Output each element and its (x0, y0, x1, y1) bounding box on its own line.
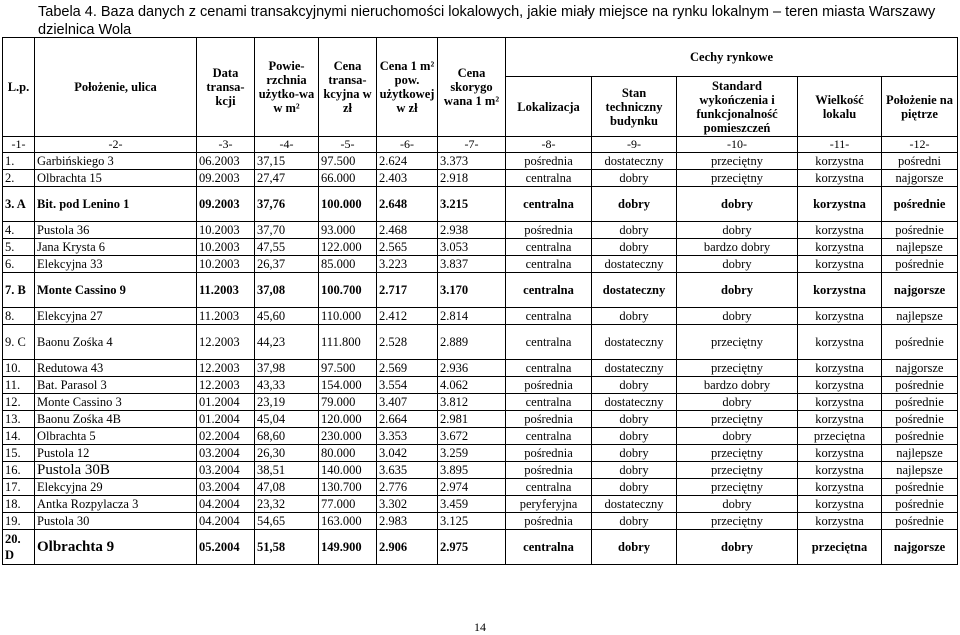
cell-lp: 20. D (3, 530, 35, 565)
cell-lp: 2. (3, 170, 35, 187)
cell-standard: przeciętny (677, 360, 798, 377)
cell-stan: dobry (592, 187, 677, 222)
cell-stan: dobry (592, 222, 677, 239)
cell-wielkosc: przeciętna (798, 428, 882, 445)
cell-lp: 11. (3, 377, 35, 394)
cell-cena: 85.000 (319, 256, 377, 273)
table-row (3, 462, 958, 479)
cell-cena: 97.500 (319, 153, 377, 170)
cell-data: 06.2003 (197, 153, 255, 170)
cell-ulica: Garbińskiego 3 (35, 153, 197, 170)
column-number: -1- (3, 137, 35, 153)
cell-cena-m2: 2.983 (377, 513, 438, 530)
cell-lok: centralna (506, 530, 592, 565)
cell-pow: 37,70 (255, 222, 319, 239)
cell-cena: 122.000 (319, 239, 377, 256)
cell-cena: 130.700 (319, 479, 377, 496)
cell-lp: 17. (3, 479, 35, 496)
cell-data: 03.2004 (197, 479, 255, 496)
cell-cena: 100.700 (319, 273, 377, 308)
cell-standard: dobry (677, 530, 798, 565)
column-number: -2- (35, 137, 197, 153)
table-row (3, 239, 958, 256)
cell-pow: 44,23 (255, 325, 319, 360)
column-number: -5- (319, 137, 377, 153)
cell-cena-m2: 2.664 (377, 411, 438, 428)
cell-skor: 2.938 (438, 222, 506, 239)
cell-stan: dobry (592, 428, 677, 445)
cell-lok: centralna (506, 308, 592, 325)
cell-pow: 37,15 (255, 153, 319, 170)
cell-stan: dobry (592, 308, 677, 325)
cell-cena-m2: 3.302 (377, 496, 438, 513)
cell-lp: 4. (3, 222, 35, 239)
cell-standard: dobry (677, 187, 798, 222)
cell-wielkosc: korzystna (798, 496, 882, 513)
cell-ulica: Bat. Parasol 3 (35, 377, 197, 394)
cell-pietro: pośrednie (882, 187, 958, 222)
cell-pow: 37,76 (255, 187, 319, 222)
cell-stan: dostateczny (592, 153, 677, 170)
cell-pow: 23,19 (255, 394, 319, 411)
cell-wielkosc: korzystna (798, 153, 882, 170)
cell-pow: 43,33 (255, 377, 319, 394)
table-row (3, 496, 958, 513)
header-cena-m2: Cena 1 m² pow. użytkowej w zł (377, 38, 438, 137)
cell-cena: 149.900 (319, 530, 377, 565)
cell-wielkosc: korzystna (798, 411, 882, 428)
column-number: -11- (798, 137, 882, 153)
cell-wielkosc: korzystna (798, 462, 882, 479)
cell-lp: 1. (3, 153, 35, 170)
cell-lp: 9. C (3, 325, 35, 360)
table-row (3, 445, 958, 462)
cell-ulica: Pustola 30B (35, 462, 197, 479)
cell-pow: 26,37 (255, 256, 319, 273)
cell-stan: dostateczny (592, 273, 677, 308)
table-row (3, 394, 958, 411)
cell-cena-m2: 3.554 (377, 377, 438, 394)
cell-lok: centralna (506, 256, 592, 273)
cell-skor: 3.170 (438, 273, 506, 308)
table-row (3, 479, 958, 496)
cell-ulica: Antka Rozpylacza 3 (35, 496, 197, 513)
cell-skor: 3.812 (438, 394, 506, 411)
table-caption: Tabela 4. Baza danych z cenami transakcyjnymi nieruchomości lokalowych, jakie miały miejsce na rynku lokalnym – teren miasta Warszawy dzielnica Wola (38, 4, 936, 38)
cell-lp: 10. (3, 360, 35, 377)
cell-data: 11.2003 (197, 308, 255, 325)
cell-skor: 3.459 (438, 496, 506, 513)
cell-lok: centralna (506, 170, 592, 187)
cell-standard: przeciętny (677, 445, 798, 462)
cell-standard: przeciętny (677, 411, 798, 428)
cell-wielkosc: korzystna (798, 445, 882, 462)
cell-pow: 26,30 (255, 445, 319, 462)
cell-wielkosc: korzystna (798, 256, 882, 273)
cell-pow: 37,98 (255, 360, 319, 377)
cell-ulica: Monte Cassino 9 (35, 273, 197, 308)
cell-cena: 79.000 (319, 394, 377, 411)
column-number: -9- (592, 137, 677, 153)
cell-stan: dobry (592, 445, 677, 462)
cell-data: 01.2004 (197, 394, 255, 411)
table-row (3, 170, 958, 187)
cell-cena: 154.000 (319, 377, 377, 394)
cell-cena-m2: 3.353 (377, 428, 438, 445)
cell-lok: centralna (506, 273, 592, 308)
table-row (3, 187, 958, 222)
cell-skor: 3.259 (438, 445, 506, 462)
cell-skor: 2.814 (438, 308, 506, 325)
table-row (3, 273, 958, 308)
cell-standard: bardzo dobry (677, 377, 798, 394)
cell-lok: pośrednia (506, 462, 592, 479)
cell-lok: centralna (506, 239, 592, 256)
cell-ulica: Pustola 12 (35, 445, 197, 462)
cell-skor: 3.053 (438, 239, 506, 256)
cell-cena-m2: 2.648 (377, 187, 438, 222)
header-lokalizacja: Lokalizacja (506, 77, 592, 137)
cell-lp: 12. (3, 394, 35, 411)
header-cena-skorygowana: Cena skorygo wana 1 m² (438, 38, 506, 137)
cell-skor: 3.672 (438, 428, 506, 445)
cell-cena: 163.000 (319, 513, 377, 530)
cell-cena: 120.000 (319, 411, 377, 428)
cell-pietro: pośrednie (882, 496, 958, 513)
cell-standard: dobry (677, 273, 798, 308)
cell-pow: 37,08 (255, 273, 319, 308)
cell-cena: 80.000 (319, 445, 377, 462)
cell-lp: 19. (3, 513, 35, 530)
cell-data: 12.2003 (197, 360, 255, 377)
cell-wielkosc: korzystna (798, 273, 882, 308)
cell-stan: dobry (592, 170, 677, 187)
cell-cena-m2: 2.412 (377, 308, 438, 325)
cell-cena: 77.000 (319, 496, 377, 513)
cell-pietro: pośrednie (882, 394, 958, 411)
column-number: -8- (506, 137, 592, 153)
cell-pietro: pośrednie (882, 256, 958, 273)
cell-cena-m2: 2.717 (377, 273, 438, 308)
cell-stan: dobry (592, 479, 677, 496)
cell-skor: 2.974 (438, 479, 506, 496)
cell-standard: dobry (677, 308, 798, 325)
cell-data: 10.2003 (197, 256, 255, 273)
cell-cena: 230.000 (319, 428, 377, 445)
cell-pow: 38,51 (255, 462, 319, 479)
cell-ulica: Elekcyjna 27 (35, 308, 197, 325)
cell-pow: 27,47 (255, 170, 319, 187)
column-number: -10- (677, 137, 798, 153)
cell-standard: dobry (677, 496, 798, 513)
table-row (3, 308, 958, 325)
cell-ulica: Baonu Zośka 4 (35, 325, 197, 360)
cell-pow: 51,58 (255, 530, 319, 565)
cell-data: 04.2004 (197, 513, 255, 530)
table-row (3, 530, 958, 565)
header-wielkosc: Wielkość lokalu (798, 77, 882, 137)
cell-cena: 97.500 (319, 360, 377, 377)
table-row (3, 256, 958, 273)
cell-data: 04.2004 (197, 496, 255, 513)
column-number: -7- (438, 137, 506, 153)
cell-lok: pośrednia (506, 222, 592, 239)
cell-data: 12.2003 (197, 325, 255, 360)
cell-cena-m2: 3.223 (377, 256, 438, 273)
header-powierzchnia: Powie-rzchnia użytko-wa w m² (255, 38, 319, 137)
cell-ulica: Pustola 30 (35, 513, 197, 530)
table-row (3, 377, 958, 394)
cell-lp: 16. (3, 462, 35, 479)
cell-standard: dobry (677, 222, 798, 239)
cell-lp: 8. (3, 308, 35, 325)
cell-cena: 140.000 (319, 462, 377, 479)
cell-lok: centralna (506, 360, 592, 377)
cell-data: 02.2004 (197, 428, 255, 445)
cell-ulica: Olbrachta 5 (35, 428, 197, 445)
header-standard: Standard wykończenia i funkcjonalność pomieszczeń (677, 77, 798, 137)
header-polozenie-ulica: Położenie, ulica (35, 38, 197, 137)
table-row (3, 222, 958, 239)
cell-skor: 3.215 (438, 187, 506, 222)
cell-skor: 3.837 (438, 256, 506, 273)
cell-pietro: najlepsze (882, 239, 958, 256)
cell-cena-m2: 2.528 (377, 325, 438, 360)
cell-data: 10.2003 (197, 222, 255, 239)
cell-pietro: najlepsze (882, 445, 958, 462)
cell-skor: 2.889 (438, 325, 506, 360)
cell-lp: 14. (3, 428, 35, 445)
cell-cena: 93.000 (319, 222, 377, 239)
cell-lp: 3. A (3, 187, 35, 222)
cell-pietro: najgorsze (882, 360, 958, 377)
table-row (3, 360, 958, 377)
cell-cena: 110.000 (319, 308, 377, 325)
cell-pow: 47,55 (255, 239, 319, 256)
cell-ulica: Olbrachta 15 (35, 170, 197, 187)
cell-cena-m2: 2.565 (377, 239, 438, 256)
cell-stan: dostateczny (592, 360, 677, 377)
cell-skor: 2.936 (438, 360, 506, 377)
column-number: -3- (197, 137, 255, 153)
cell-cena-m2: 3.407 (377, 394, 438, 411)
cell-data: 10.2003 (197, 239, 255, 256)
cell-cena-m2: 2.906 (377, 530, 438, 565)
table-row (3, 325, 958, 360)
cell-lok: pośrednia (506, 445, 592, 462)
cell-ulica: Pustola 36 (35, 222, 197, 239)
cell-stan: dobry (592, 411, 677, 428)
cell-skor: 2.981 (438, 411, 506, 428)
cell-cena: 111.800 (319, 325, 377, 360)
cell-standard: dobry (677, 394, 798, 411)
cell-wielkosc: korzystna (798, 377, 882, 394)
cell-lp: 6. (3, 256, 35, 273)
cell-ulica: Elekcyjna 29 (35, 479, 197, 496)
cell-skor: 2.975 (438, 530, 506, 565)
cell-wielkosc: korzystna (798, 513, 882, 530)
cell-skor: 2.918 (438, 170, 506, 187)
cell-stan: dobry (592, 377, 677, 394)
cell-lok: centralna (506, 428, 592, 445)
cell-pow: 45,60 (255, 308, 319, 325)
cell-data: 11.2003 (197, 273, 255, 308)
cell-cena: 100.000 (319, 187, 377, 222)
cell-pow: 45,04 (255, 411, 319, 428)
cell-standard: bardzo dobry (677, 239, 798, 256)
cell-pietro: najgorsze (882, 530, 958, 565)
transaction-table (2, 37, 958, 565)
cell-cena: 66.000 (319, 170, 377, 187)
cell-data: 01.2004 (197, 411, 255, 428)
cell-pietro: najlepsze (882, 308, 958, 325)
cell-ulica: Baonu Zośka 4B (35, 411, 197, 428)
cell-pietro: pośrednie (882, 377, 958, 394)
cell-pietro: pośrednie (882, 428, 958, 445)
cell-data: 03.2004 (197, 462, 255, 479)
cell-pow: 23,32 (255, 496, 319, 513)
cell-stan: dostateczny (592, 496, 677, 513)
cell-lok: centralna (506, 394, 592, 411)
cell-stan: dobry (592, 462, 677, 479)
cell-standard: przeciętny (677, 462, 798, 479)
cell-skor: 3.895 (438, 462, 506, 479)
cell-lok: pośrednia (506, 513, 592, 530)
table-row (3, 153, 958, 170)
cell-cena-m2: 3.042 (377, 445, 438, 462)
cell-pietro: pośrednie (882, 222, 958, 239)
cell-cena-m2: 2.776 (377, 479, 438, 496)
cell-wielkosc: korzystna (798, 187, 882, 222)
cell-pow: 68,60 (255, 428, 319, 445)
cell-ulica: Monte Cassino 3 (35, 394, 197, 411)
cell-cena-m2: 2.569 (377, 360, 438, 377)
cell-wielkosc: korzystna (798, 239, 882, 256)
cell-ulica: Elekcyjna 33 (35, 256, 197, 273)
cell-lok: pośrednia (506, 153, 592, 170)
cell-cena-m2: 3.635 (377, 462, 438, 479)
page-number: 14 (474, 620, 486, 634)
header-cena: Cena transa-kcyjna w zł (319, 38, 377, 137)
cell-lp: 18. (3, 496, 35, 513)
cell-stan: dostateczny (592, 325, 677, 360)
cell-pow: 47,08 (255, 479, 319, 496)
table-row (3, 513, 958, 530)
cell-wielkosc: korzystna (798, 360, 882, 377)
column-number: -12- (882, 137, 958, 153)
header-cechy-rynkowe: Cechy rynkowe (506, 38, 958, 77)
table-row (3, 411, 958, 428)
header-polozenie-pietrze: Położenie na piętrze (882, 77, 958, 137)
column-number: -6- (377, 137, 438, 153)
cell-wielkosc: korzystna (798, 479, 882, 496)
cell-stan: dostateczny (592, 256, 677, 273)
cell-stan: dobry (592, 239, 677, 256)
cell-standard: przeciętny (677, 170, 798, 187)
cell-wielkosc: korzystna (798, 222, 882, 239)
cell-lok: centralna (506, 325, 592, 360)
cell-pietro: najgorsze (882, 273, 958, 308)
cell-data: 09.2003 (197, 170, 255, 187)
cell-lok: peryferyjna (506, 496, 592, 513)
cell-standard: przeciętny (677, 479, 798, 496)
cell-lp: 5. (3, 239, 35, 256)
cell-standard: dobry (677, 428, 798, 445)
cell-pietro: pośrednie (882, 325, 958, 360)
cell-standard: przeciętny (677, 513, 798, 530)
cell-pietro: pośrednie (882, 411, 958, 428)
cell-skor: 3.125 (438, 513, 506, 530)
header-data: Data transa-kcji (197, 38, 255, 137)
cell-stan: dostateczny (592, 394, 677, 411)
cell-lp: 7. B (3, 273, 35, 308)
cell-lok: centralna (506, 187, 592, 222)
column-number: -4- (255, 137, 319, 153)
cell-standard: dobry (677, 256, 798, 273)
cell-data: 09.2003 (197, 187, 255, 222)
cell-ulica: Redutowa 43 (35, 360, 197, 377)
cell-pietro: pośredni (882, 153, 958, 170)
cell-standard: przeciętny (677, 325, 798, 360)
cell-lok: centralna (506, 479, 592, 496)
cell-cena-m2: 2.468 (377, 222, 438, 239)
cell-pietro: najgorsze (882, 170, 958, 187)
cell-cena-m2: 2.624 (377, 153, 438, 170)
cell-ulica: Jana Krysta 6 (35, 239, 197, 256)
cell-wielkosc: korzystna (798, 308, 882, 325)
header-stan: Stan techniczny budynku (592, 77, 677, 137)
cell-lok: pośrednia (506, 411, 592, 428)
cell-lp: 15. (3, 445, 35, 462)
cell-wielkosc: przeciętna (798, 530, 882, 565)
cell-stan: dobry (592, 530, 677, 565)
cell-skor: 3.373 (438, 153, 506, 170)
cell-lok: pośrednia (506, 377, 592, 394)
table-row (3, 428, 958, 445)
cell-ulica: Olbrachta 9 (35, 530, 197, 565)
cell-data: 03.2004 (197, 445, 255, 462)
cell-cena-m2: 2.403 (377, 170, 438, 187)
cell-lp: 13. (3, 411, 35, 428)
cell-pietro: pośrednie (882, 479, 958, 496)
cell-pietro: najlepsze (882, 462, 958, 479)
cell-skor: 4.062 (438, 377, 506, 394)
cell-pietro: pośrednie (882, 513, 958, 530)
cell-wielkosc: korzystna (798, 170, 882, 187)
cell-data: 12.2003 (197, 377, 255, 394)
header-lp: L.p. (3, 38, 35, 137)
cell-wielkosc: korzystna (798, 394, 882, 411)
cell-ulica: Bit. pod Lenino 1 (35, 187, 197, 222)
column-number-row (3, 137, 958, 153)
cell-standard: przeciętny (677, 153, 798, 170)
cell-wielkosc: korzystna (798, 325, 882, 360)
cell-pow: 54,65 (255, 513, 319, 530)
cell-stan: dobry (592, 513, 677, 530)
cell-data: 05.2004 (197, 530, 255, 565)
